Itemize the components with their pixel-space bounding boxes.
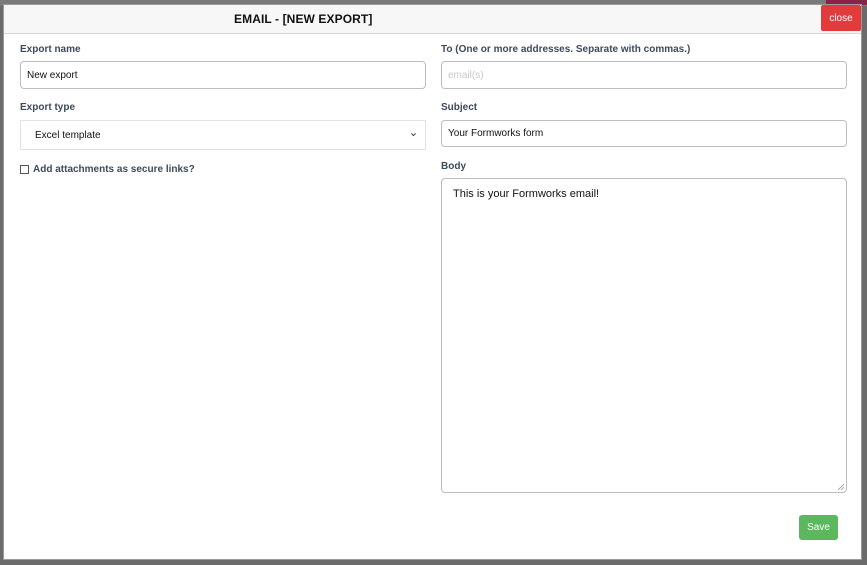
secure-links-option[interactable] [20, 164, 195, 175]
to-label: To (One or more addresses. Separate with commas.) [441, 44, 691, 55]
close-button[interactable]: close [821, 5, 861, 31]
save-button[interactable]: Save [799, 515, 838, 540]
email-export-modal [3, 4, 862, 560]
modal-header [4, 5, 861, 34]
body-label: Body [441, 161, 466, 172]
to-email-input[interactable]: email(s) [441, 61, 847, 89]
export-type-selected-value: Excel template [35, 129, 101, 141]
secure-links-checkbox[interactable] [20, 165, 29, 174]
chevron-down-icon [410, 131, 417, 138]
subject-input[interactable]: Your Formworks form [441, 120, 847, 147]
export-type-label: Export type [20, 102, 76, 113]
modal-title: EMAIL - [NEW EXPORT] [234, 12, 373, 26]
body-textarea[interactable] [441, 178, 847, 493]
subject-label: Subject [441, 102, 478, 113]
resize-grip-icon[interactable] [838, 484, 844, 490]
export-name-input[interactable]: New export [20, 61, 426, 89]
secure-links-label: Add attachments as secure links? [33, 164, 195, 175]
export-type-select[interactable] [20, 120, 426, 150]
export-name-label: Export name [20, 44, 81, 55]
body-text: This is your Formworks email! [453, 188, 600, 200]
